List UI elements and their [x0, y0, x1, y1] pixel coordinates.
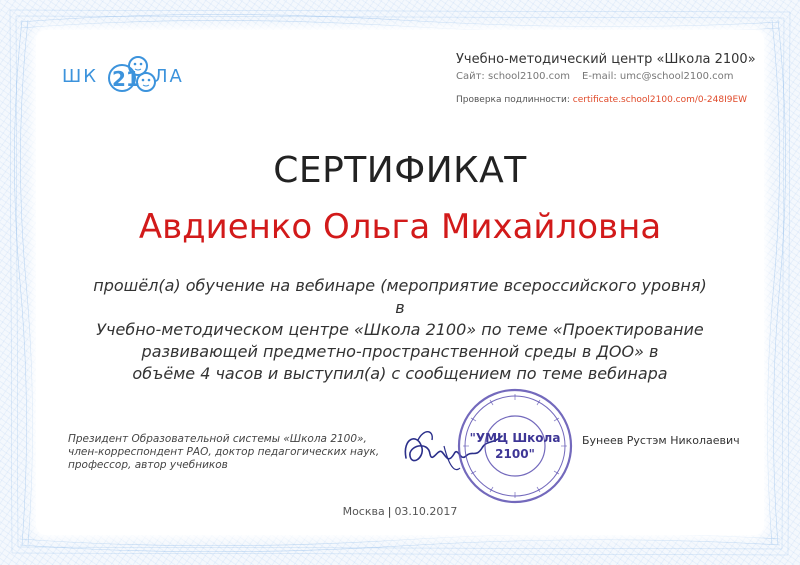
logo-text-right: ЛА [154, 66, 184, 87]
email-address[interactable]: E-mail: umc@school2100.com [582, 71, 734, 82]
stamp-text-2: 2100" [495, 447, 535, 461]
certificate-text [90, 275, 710, 385]
verification [456, 95, 747, 105]
logo-mark-digits: 21 [112, 67, 140, 91]
position-line: Президент Образовательной системы «Школа 2100», [68, 433, 367, 445]
certificate-text-line: прошёл(а) обучение на вебинаре (мероприятие всероссийского уровня) в [93, 276, 707, 317]
signatory-name: Бунеев Рустэм Николаевич [582, 434, 740, 447]
organization-name: Учебно-методический центр «Школа 2100» [456, 52, 756, 67]
site-address[interactable]: Сайт: school2100.com [456, 71, 571, 82]
logo-mark-icon [102, 48, 158, 96]
position-line: член-корреспондент РАО, доктор педагогических наук, [68, 446, 380, 458]
stamp-text-1: "УМЦ Школа [469, 431, 561, 445]
signatory-position [68, 433, 398, 472]
certificate-text-line: Учебно-методическом центре «Школа 2100» по теме «Проектирование [96, 320, 704, 339]
logo-text-left: ШК [62, 66, 99, 87]
official-stamp [455, 386, 575, 506]
verification-label: Проверка подлинности: [456, 95, 573, 105]
verification-link[interactable]: certificate.school2100.com/0-248I9EW [572, 95, 748, 105]
position-line: профессор, автор учебников [68, 459, 228, 471]
place-and-date [0, 505, 800, 518]
recipient-name: Авдиенко Ольга Михайловна [138, 207, 662, 247]
certificate-title: СЕРТИФИКАТ [273, 150, 527, 191]
certificate-text-line: объёме 4 часов и выступил(а) с сообщением по теме вебинара [132, 364, 668, 383]
separator: | [387, 505, 392, 518]
issue-date: 03.10.2017 [394, 505, 458, 518]
school-2100-logo [62, 48, 202, 98]
certificate-text-line: развивающей предметно-пространственной среды в ДОО» в [141, 342, 659, 361]
city: Москва [342, 505, 385, 518]
